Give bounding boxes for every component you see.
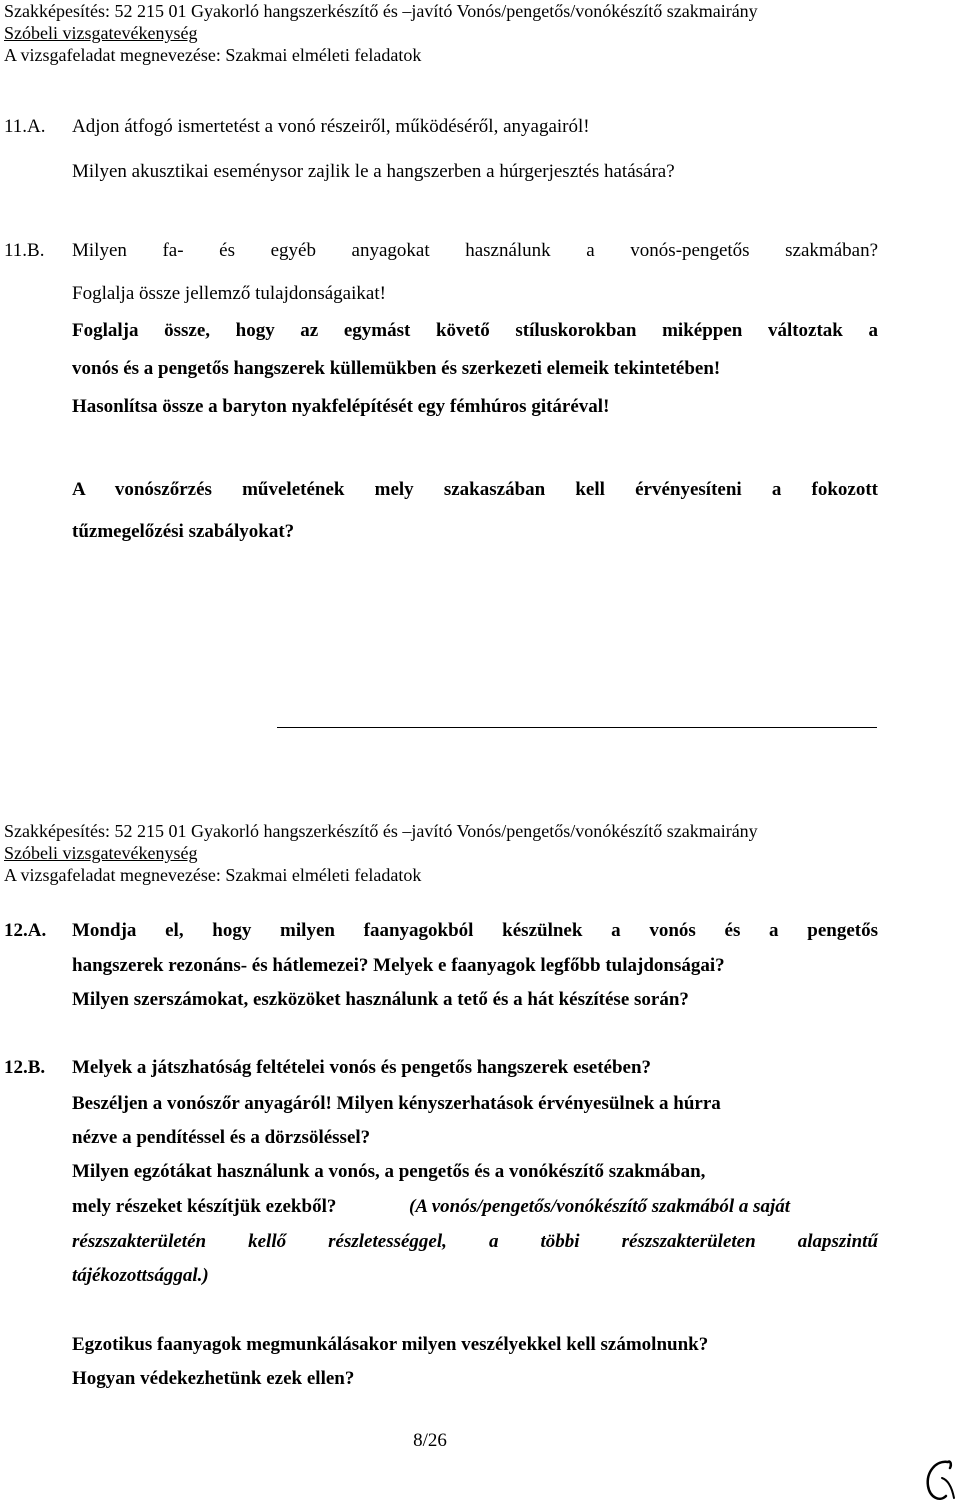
question-line: Foglalja össze jellemző tulajdonságaikat! [72, 283, 386, 304]
question-line: Hasonlítsa össze a baryton nyakfelépítését egy fémhúros gitáréval! [72, 396, 610, 417]
question-line: Adjon átfogó ismertetést a vonó részeiről, működéséről, anyagairól! [72, 116, 590, 137]
question-line: Milyen egzótákat használunk a vonós, a pengetős és a vonókészítő szakmában, [72, 1161, 706, 1182]
header-task-name: A vizsgafeladat megnevezése: Szakmai elméleti feladatok [4, 865, 422, 885]
question-line: Beszéljen a vonószőr anyagáról! Milyen kényszerhatások érvényesülnek a húrra [72, 1093, 721, 1114]
section-separator [277, 727, 877, 728]
header-qualification: Szakképesítés: 52 215 01 Gyakorló hangszerkészítő és –javító Vonós/pengetős/vonókészítő szakmairány [4, 821, 758, 841]
question-line: A vonószőrzés műveletének mely szakaszában kell érvényesíteni a fokozott [72, 479, 878, 500]
header-exam-activity: Szóbeli vizsgatevékenység [4, 23, 198, 43]
question-line: mely részeket készítjük ezekből? [72, 1196, 337, 1217]
question-line: Milyen szerszámokat, eszközöket használunk a tető és a hát készítése során? [72, 989, 689, 1010]
header-exam-activity: Szóbeli vizsgatevékenység [4, 843, 198, 863]
question-line: Egzotikus faanyagok megmunkálásakor milyen veszélyekkel kell számolnunk? [72, 1334, 709, 1355]
question-note: részszakterületén kellő részletességgel, a többi részszakterületen alapszintű [72, 1231, 878, 1252]
question-line: nézve a pendítéssel és a dörzsöléssel? [72, 1127, 371, 1148]
question-label: 11.B. [4, 240, 45, 261]
header-qualification: Szakképesítés: 52 215 01 Gyakorló hangszerkészítő és –javító Vonós/pengetős/vonókészítő szakmairány [4, 1, 758, 21]
question-line: Milyen fa- és egyéb anyagokat használunk a vonós-pengetős szakmában? [72, 240, 878, 261]
page-header-second [4, 820, 758, 886]
question-line: Hogyan védekezhetünk ezek ellen? [72, 1368, 355, 1389]
question-label: 12.B. [4, 1057, 46, 1078]
question-line: tűzmegelőzési szabályokat? [72, 521, 295, 542]
question-line: Mondja el, hogy milyen faanyagokból készülnek a vonós és a pengetős [72, 920, 878, 941]
handwritten-signature-icon [918, 1458, 958, 1503]
header-task-name: A vizsgafeladat megnevezése: Szakmai elméleti feladatok [4, 45, 422, 65]
question-line: hangszerek rezonáns- és hátlemezei? Melyek e faanyagok legfőbb tulajdonságai? [72, 955, 725, 976]
question-note: (A vonós/pengetős/vonókészítő szakmából a saját [409, 1196, 791, 1217]
question-line: Foglalja össze, hogy az egymást követő stíluskorokban miképpen változtak a [72, 320, 878, 341]
question-line: Melyek a játszhatóság feltételei vonós és pengetős hangszerek esetében? [72, 1057, 652, 1078]
question-line: Milyen akusztikai eseménysor zajlik le a hangszerben a húrgerjesztés hatására? [72, 161, 675, 182]
question-note: tájékozottsággal.) [72, 1265, 209, 1286]
page-header-top [4, 0, 758, 66]
page-number: 8/26 [413, 1430, 447, 1451]
question-label: 11.A. [4, 116, 46, 137]
question-label: 12.A. [4, 920, 47, 941]
question-line: vonós és a pengetős hangszerek küllemükben és szerkezeti elemeik tekintetében! [72, 358, 721, 379]
